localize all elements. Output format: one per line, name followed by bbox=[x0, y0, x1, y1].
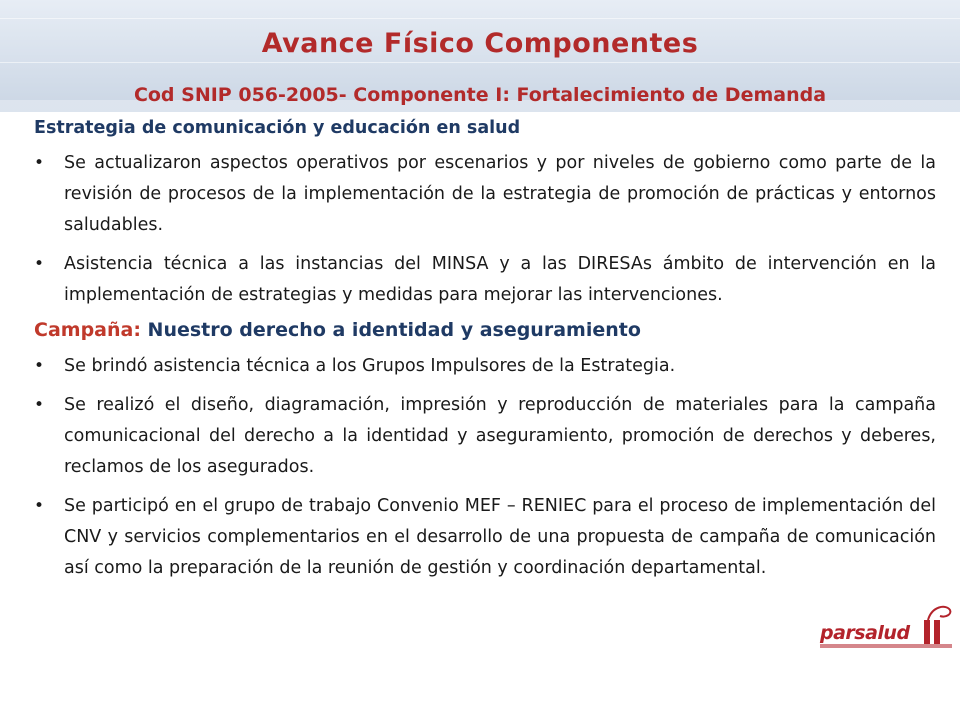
slide-subtitle: Cod SNIP 056-2005- Componente I: Fortalecimiento de Demanda bbox=[133, 84, 827, 106]
campaign-heading bbox=[34, 319, 936, 341]
bullet-item bbox=[34, 491, 936, 584]
bullet-text: Se participó en el grupo de trabajo Convenio MEF – RENIEC para el proceso de implementación del CNV y servicios complementarios en el desarrollo de una propuesta de campaña de comunicación así como la preparación de la reunión de gestión y coordinación departamental. bbox=[64, 496, 936, 578]
logo-swirl-icon bbox=[924, 602, 954, 626]
bullet-text: Asistencia técnica a las instancias del MINSA y a las DIRESAs ámbito de intervención en la implementación de estrategias y medidas para mejorar las intervenciones. bbox=[64, 254, 936, 305]
campaign-heading-title: Nuestro derecho a identidad y aseguramiento bbox=[140, 319, 641, 341]
campaign-heading-prefix: Campaña: bbox=[34, 319, 141, 341]
slide-title: Avance Físico Componentes bbox=[261, 28, 699, 59]
parsalud-logo bbox=[812, 600, 958, 658]
header-stripe bbox=[0, 62, 960, 63]
bullet-item bbox=[34, 351, 936, 382]
logo-underline bbox=[820, 644, 952, 648]
bullet-icon: • bbox=[34, 395, 45, 415]
header-stripe bbox=[0, 18, 960, 19]
section-heading: Estrategia de comunicación y educación en salud bbox=[34, 118, 521, 138]
bullet-text: Se brindó asistencia técnica a los Grupos Impulsores de la Estrategia. bbox=[64, 356, 676, 376]
bullet-icon: • bbox=[34, 496, 45, 516]
logo-text: parsalud bbox=[820, 622, 910, 644]
bullet-text: Se realizó el diseño, diagramación, impresión y reproducción de materiales para la campaña comunicacional del derecho a la identidad y aseguramiento, promoción de derechos y deberes, reclamos de los asegurados. bbox=[64, 395, 936, 477]
bullet-icon: • bbox=[34, 153, 45, 173]
slide-content bbox=[34, 118, 936, 592]
bullet-item bbox=[34, 390, 936, 483]
bullet-item bbox=[34, 148, 936, 241]
bullet-icon: • bbox=[34, 254, 45, 274]
bullet-icon: • bbox=[34, 356, 45, 376]
bullet-item bbox=[34, 249, 936, 311]
bullet-text: Se actualizaron aspectos operativos por escenarios y por niveles de gobierno como parte de la revisión de procesos de la implementación de la estrategia de promoción de prácticas y entornos saludables. bbox=[64, 153, 936, 235]
